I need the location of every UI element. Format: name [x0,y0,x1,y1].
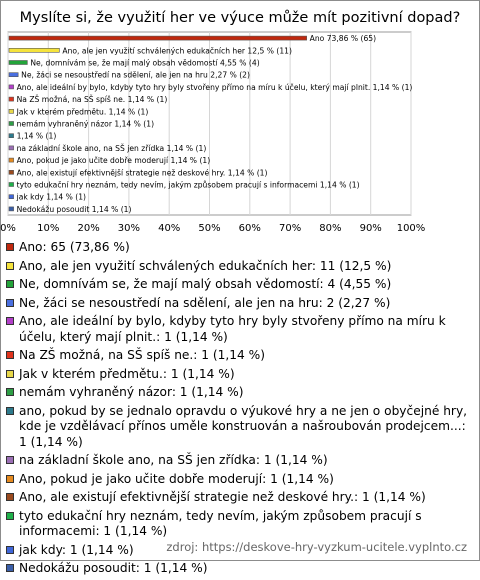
bar [9,109,14,113]
legend-swatch [6,262,14,270]
legend-label: na základní škole ano, na SŠ jen zřídka: 1 (1,14 %) [19,453,328,467]
legend-label: tyto edukační hry neznám, tedy nevím, jakým způsobem pracují s informacemi: 1 (1,14 %) [19,508,422,538]
legend-item [6,472,472,488]
bar [9,73,18,77]
bar [9,97,14,101]
bar [9,61,27,65]
bar-label: tyto edukační hry neznám, tedy nevím, jakým způsobem pracují s informacemi 1,14 % (1) [16,180,360,190]
bar [9,134,14,138]
legend-item [6,490,472,506]
bar [9,146,14,150]
x-tick-label: 90% [359,223,382,234]
legend-label: Ne, žáci se nesoustředí na sdělení, ale jen na hru: 2 (2,27 %) [19,295,391,310]
legend-label: jak kdy: 1 (1,14 %) [19,542,134,557]
legend-swatch [6,351,14,359]
x-tick-label: 10% [37,223,60,234]
legend-item [6,314,472,345]
legend-item [6,404,472,451]
bar-label: Nedokážu posoudit 1,14 % (1) [16,204,132,214]
legend-item [6,385,472,401]
x-tick-label: 20% [77,223,100,234]
legend-item [6,277,472,293]
x-tick-label: 70% [278,223,302,234]
x-tick-label: 30% [117,223,141,234]
x-tick-label: 50% [198,223,221,234]
bar [9,183,14,187]
bar-label: jak kdy 1,14 % (1) [16,192,87,202]
bar-label: Ano, pokud je jako učite dobře moderují 1,14 % (1) [16,156,211,166]
legend-swatch [6,299,14,307]
legend-swatch [6,493,14,501]
chart-title: Myslíte si, že využití her ve výuce může mít pozitivní dopad? [19,10,461,26]
bar-label: Na ZŠ možná, na SŠ spíš ne. 1,14 % (1) [16,95,168,105]
bar-label: Ano, ale jen využití schválených edukačních her 12,5 % (11) [62,46,292,56]
legend-swatch [6,475,14,483]
bar-label: Ne, žáci se nesoustředí na sdělení, ale jen na hru 2,27 % (2) [21,70,250,80]
chart-legend [6,240,472,580]
legend-label: Ano, ale jen využití schválených edukačních her: 11 (12,5 %) [19,258,392,273]
legend-item [6,453,472,469]
bar-label: Ano 73,86 % (65) [309,34,377,44]
bar [9,195,14,199]
legend-label: Na ZŠ možná, na SŠ spíš ne.: 1 (1,14 %) [19,348,265,362]
source-credit: zdroj: https://deskove-hry-vyzkum-ucitele.vyplnto.cz [166,540,467,554]
legend-label: ano, pokud by se jednalo opravdu o výukové hry a ne jen o obyčejné hry, kde je vzdělávací přínos uměle konstruován a našroubován prodejcem...: 1 (1,14 %) [19,403,468,449]
legend-item [6,561,472,577]
legend-swatch [6,370,14,378]
legend-swatch [6,388,14,396]
bar-label: Jak v kterém předmětu. 1,14 % (1) [16,107,149,117]
legend-label: Ano, ale existují efektivnější strategie než deskové hry.: 1 (1,14 %) [19,490,426,504]
bar-label: Ano, ale ideální by bylo, kdyby tyto hry byly stvořeny přímo na míru k účelu, který mají plnit. 1,14 % (1) [16,82,413,92]
x-tick-label: 60% [238,223,261,234]
bar-chart-plot [1,1,479,237]
x-tick-label: 100% [396,223,426,234]
legend-item [6,259,472,275]
x-tick-label: 0% [0,223,16,234]
legend-swatch [6,280,14,288]
legend-swatch [6,512,14,520]
legend-item [6,348,472,364]
bar-label: 1,14 % (1) [16,131,57,141]
bar [9,85,14,89]
bar-label: nemám vyhraněný názor 1,14 % (1) [16,119,155,129]
legend-item [6,367,472,383]
legend-swatch [6,456,14,464]
bar [9,170,14,174]
legend-label: Jak v kterém předmětu.: 1 (1,14 %) [19,366,235,381]
legend-item [6,296,472,312]
legend-label: Ano: 65 (73,86 %) [19,240,130,254]
legend-swatch [6,564,14,572]
x-tick-label: 80% [319,223,342,234]
legend-swatch [6,317,14,325]
bar-label: Ano, ale existují efektivnější strategie než deskové hry. 1,14 % (1) [16,168,268,178]
bar [9,122,14,126]
legend-label: Ne, domnívám se, že mají malý obsah vědomostí: 4 (4,55 %) [19,277,392,291]
legend-item [6,509,472,540]
legend-label: Nedokážu posoudit: 1 (1,14 %) [19,561,208,575]
bar [9,207,14,211]
legend-label: Ano, pokud je jako učite dobře moderují: 1 (1,14 %) [19,471,334,486]
legend-swatch [6,407,14,415]
bar [9,158,14,162]
legend-swatch [6,546,14,554]
bar-label: Ne, domnívám se, že mají malý obsah vědomostí 4,55 % (4) [30,58,260,68]
legend-item [6,240,472,256]
bar [9,36,307,40]
legend-label: Ano, ale ideální by bylo, kdyby tyto hry byly stvořeny přímo na míru k účelu, který mají plnit.: 1 (1,14 %) [19,314,446,344]
legend-label: nemám vyhraněný názor: 1 (1,14 %) [19,385,244,399]
bar [9,48,59,52]
x-tick-label: 40% [158,223,181,234]
legend-swatch [6,243,14,251]
bar-label: na základní škole ano, na SŠ jen zřídka 1,14 % (1) [16,143,207,153]
